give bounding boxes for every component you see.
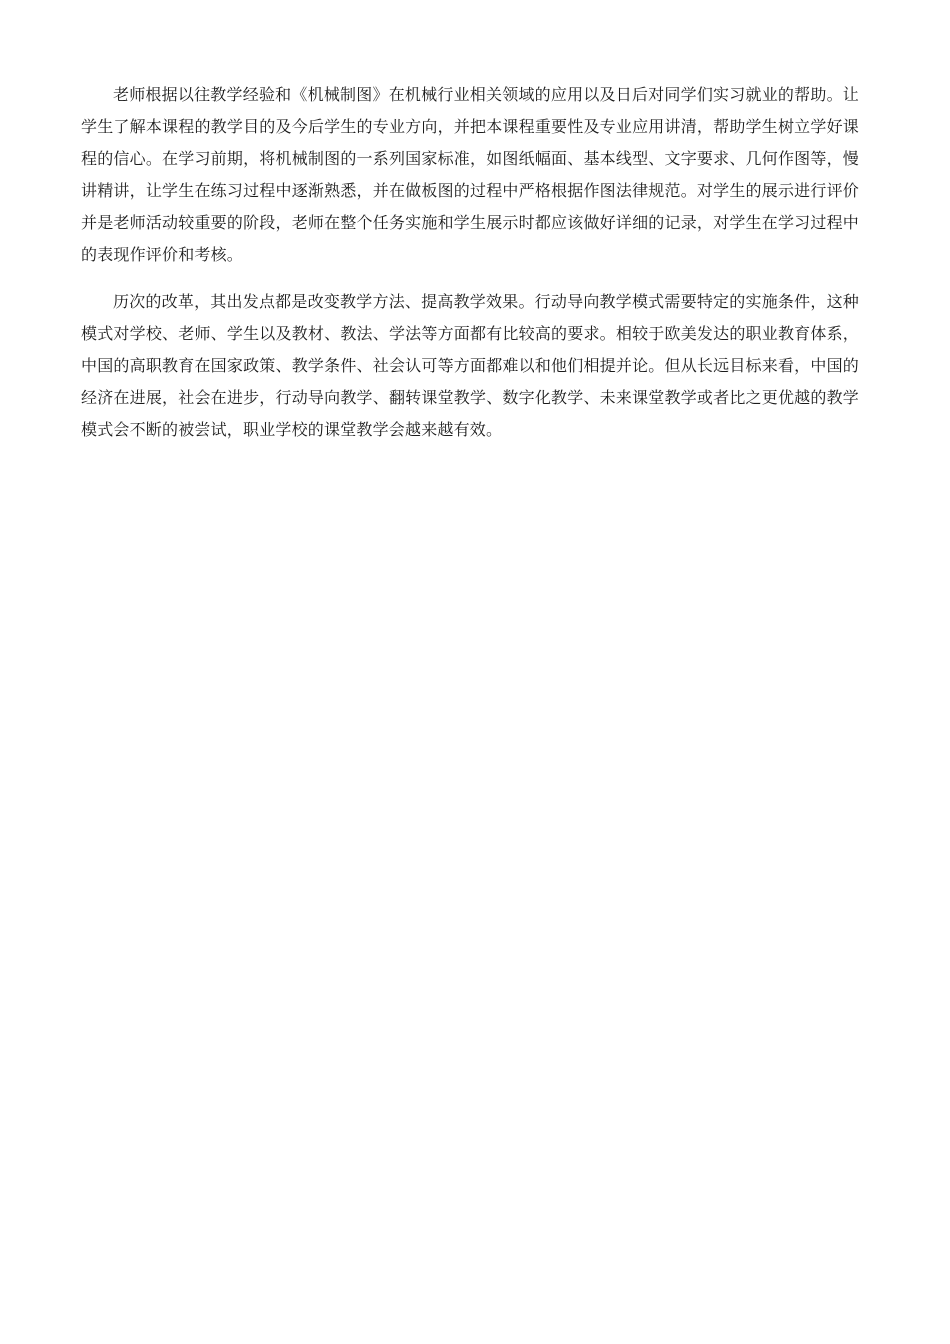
document-body <box>81 79 859 446</box>
paragraph-2: 历次的改革，其出发点都是改变教学方法、提高教学效果。行动导向教学模式需要特定的实施条件，这种模式对学校、老师、学生以及教材、教法、学法等方面都有比较高的要求。相较于欧美发达的职业教育体系，中国的高职教育在国家政策、教学条件、社会认可等方面都难以和他们相提并论。但从长远目标来看，中国的经济在进展，社会在进步，行动导向教学、翻转课堂教学、数字化教学、未来课堂教学或者比之更优越的教学模式会不断的被尝试，职业学校的课堂教学会越来越有效。 <box>81 292 859 439</box>
paragraph-1: 老师根据以往教学经验和《机械制图》在机械行业相关领域的应用以及日后对同学们实习就业的帮助。让学生了解本课程的教学目的及今后学生的专业方向，并把本课程重要性及专业应用讲清，帮助学生树立学好课程的信心。在学习前期，将机械制图的一系列国家标准，如图纸幅面、基本线型、文字要求、几何作图等，慢讲精讲，让学生在练习过程中逐渐熟悉，并在做板图的过程中严格根据作图法律规范。对学生的展示进行评价并是老师活动较重要的阶段，老师在整个任务实施和学生展示时都应该做好详细的记录，对学生在学习过程中的表现作评价和考核。 <box>81 85 859 264</box>
